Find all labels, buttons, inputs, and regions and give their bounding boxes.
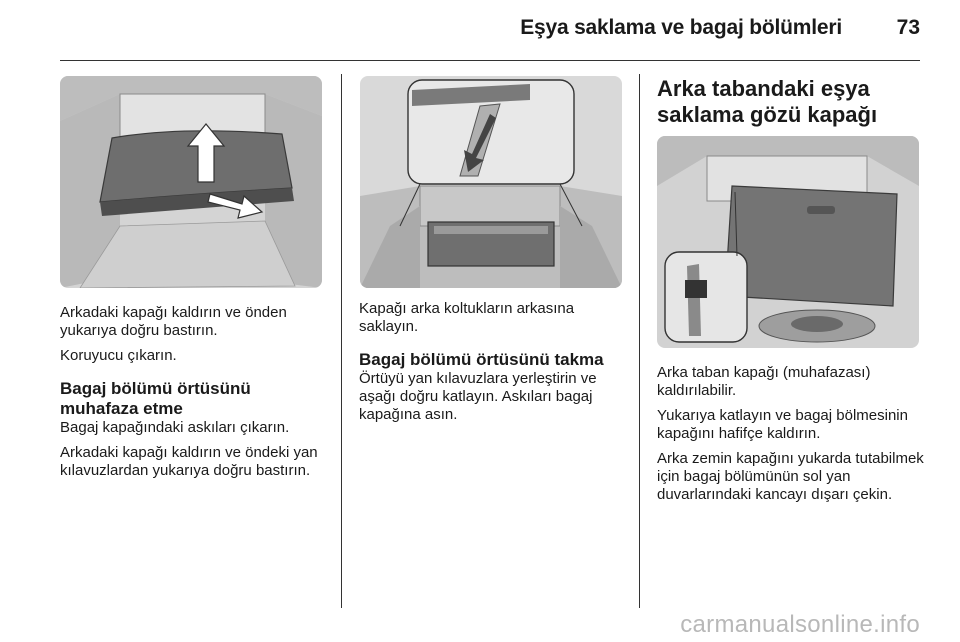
column-3-heading xyxy=(657,76,927,128)
figure-cover-storage xyxy=(360,76,622,288)
column-3 xyxy=(657,364,927,511)
column-divider-right xyxy=(639,74,640,608)
caption-figure-1: Arkadaki kapağı kaldırın ve önden yukarıya doğru bastırın. xyxy=(60,304,287,339)
page-header xyxy=(0,0,960,62)
header-rule xyxy=(60,60,920,61)
paragraph-install-cover: Örtüyü yan kılavuzlara yerleştirin ve aşağı doğru katlayın. Askıları bagaj kapağına asın. xyxy=(359,370,597,423)
heading-cover-storage: Bagaj bölümü örtüsünü muhafaza etme xyxy=(60,379,251,418)
caption-figure-2: Kapağı arka koltukların arkasına saklayın. xyxy=(359,300,575,335)
column-2 xyxy=(359,300,629,431)
page-number: 73 xyxy=(896,16,920,39)
paragraph-hangers: Bagaj kapağındaki askıları çıkarın. xyxy=(60,419,290,436)
paragraph-fold-up: Yukarıya katlayın ve bagaj bölmesinin kapağını hafifçe kaldırın. xyxy=(657,407,908,442)
column-1 xyxy=(60,304,330,487)
heading-floor-storage: Arka tabandaki eşya saklama gözü kapağı xyxy=(657,76,878,127)
page-title: Eşya saklama ve bagaj bölümleri xyxy=(520,16,842,39)
paragraph-floor-cover: Arka taban kapağı (muhafazası) kaldırılabilir. xyxy=(657,364,871,399)
watermark: carmanualsonline.info xyxy=(680,611,920,638)
column-divider-left xyxy=(341,74,342,608)
caption-figure-1b: Koruyucu çıkarın. xyxy=(60,347,177,364)
paragraph-lift-cover: Arkadaki kapağı kaldırın ve öndeki yan kılavuzlardan yukarıya doğru bastırın. xyxy=(60,444,318,479)
heading-cover-install: Bagaj bölümü örtüsünü takma xyxy=(359,350,604,369)
paragraph-hook: Arka zemin kapağını yukarda tutabilmek için bagaj bölümünün sol yan duvarlarındaki kancayı dışarı çekin. xyxy=(657,450,924,503)
figure-cargo-cover-removal xyxy=(60,76,322,288)
figure-floor-storage-lid xyxy=(657,136,919,348)
